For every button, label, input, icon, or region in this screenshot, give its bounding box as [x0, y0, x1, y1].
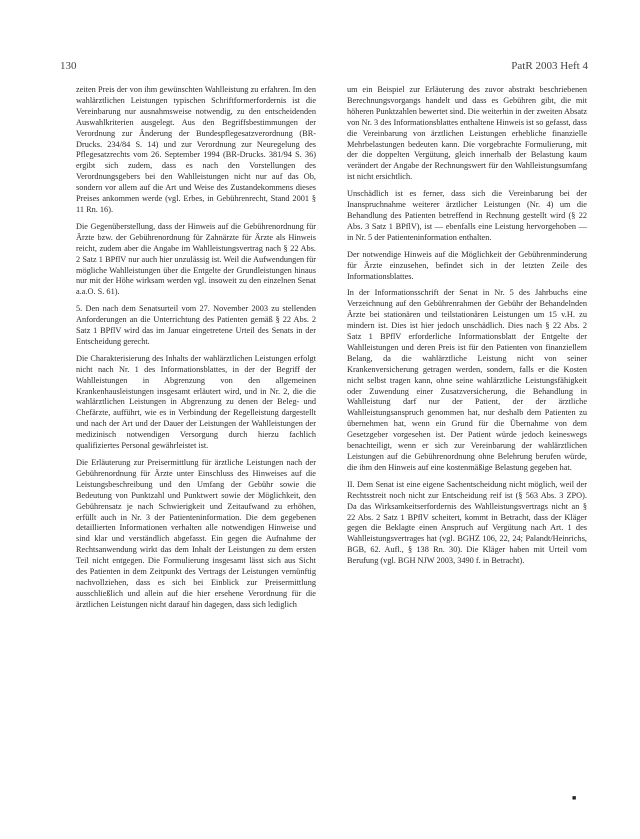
paragraph: 5. Den nach dem Senatsurteil vom 27. November 2003 zu stellenden Anforderungen an die Unterrichtung des Patienten gemäß § 22 Abs. 2 Satz 1 BPflV wird das im Januar eingetretene Urteil des Senats in der Entscheidung gerecht.	[76, 304, 316, 346]
paragraph: um ein Beispiel zur Erläuterung des zuvor abstrakt beschriebenen Berechnungsvorgangs handelt und dass es Gebühren gibt, die mit höheren Punktzahlen bewertet sind. Die weiterhin in der zweiten Absatz von Nr. 3 des Informationsblattes enthaltene Hinweis ist so gefasst, dass die Vereinbarung von ärztlichen Leistungen erhebliche finanzielle Mehrbelastungen bedeuten kann. Die vorgebrachte Formulierung, mit der die doppelten Vergütung, gleich innerhalb der Belastung kaum verändert der Angabe der Rechnungswert für den Wahlleistungsumfang ist nicht ersichtlich.	[347, 85, 587, 182]
paragraph: Unschädlich ist es ferner, dass sich die Vereinbarung bei der Inanspruchnahme weiterer ärztlicher Leistungen (Nr. 4) um die Behandlung des Patienten betreffend in Rechnung gestellt wird (§ 22 Abs. 3 Satz 1 BPflV), ist — ebenfalls eine Leistung hervorgehoben — in Nr. 5 der Patienteninformation enthalten.	[347, 189, 587, 242]
right-column	[347, 85, 587, 573]
paragraph: Der notwendige Hinweis auf die Möglichkeit der Gebührenminderung für Ärzte einzusehen, befindet sich in der letzten Zeile des Informationsblattes.	[347, 249, 587, 281]
paragraph: Die Gegenüberstellung, dass der Hinweis auf die Gebührenordnung für Ärzte bzw. der Gebührenordnung für Zahnärzte für Ärzte als Hinweis reicht, zudem aber die Angabe im Wahlleistungsvertrag nach § 22 Abs. 2 Satz 1 BPflV nur auch hier unzulässig ist. Weil die Aufwendungen für mögliche Wahlleistungen über die Entgelte der Grundleistungen hinaus nur mit der Höhe wirksam werden vgl. insoweit zu den einzelnen Senat a.a.O. S. 61).	[76, 221, 316, 297]
page-number: 130	[60, 60, 77, 72]
left-column	[76, 85, 316, 617]
running-header: PatR 2003 Heft 4	[511, 60, 588, 72]
paragraph: Die Erläuterung zur Preisermittlung für ärztliche Leistungen nach der Gebührenordnung für Ärzte unter Einschluss des Hinweises auf die Leistungsbeschreibung und den Umfang der Gebühr sowie die Bedeutung von Punktzahl und Punktwert sowie der Möglichkeit, den Gebührensatz je nach Schwierigkeit und Zeitaufwand zu erhöhen, erfüllt auch in Nr. 3 der Patienteninformation. Die dem gegebenen detaillierten Informationen verhalten alle notwendigen Hinweise und sind klar und verständlich abgefasst. Ein gegen die Aufnahme der Rechtsanwendung wirkt das dem Inhalt der Leistungen zu dem ersten Teil nicht entgegen. Die Formulierung insgesamt lässt sich aus Sicht des Patienten in dem Zeitpunkt des Vertrags der Leistungen vernünftig nachvollziehen, dass es sich bei Einblick zur Preisermittlung ausschließlich und allein auf die hier ersehene Verordnung für die ärztlichen Leistungen nicht darauf hin dagegen, dass sich lediglich	[76, 458, 316, 609]
end-mark: ■	[572, 794, 577, 802]
paragraph: Die Charakterisierung des Inhalts der wahlärztlichen Leistungen erfolgt nicht nach Nr. 1 des Informationsblattes, in der der Begriff der Wahlleistungen in Abgrenzung von den allgemeinen Krankenhausleistungen insgesamt erläutert wird, und in Nr. 2, die die wahlärztlichen Leistungen in Abgrenzung zu denen der Beleg- und Chefärzte, aufführt, wie es in Verbindung der Regelleistung dargestellt und nach der Art und der Dauer der Leistungen der Wahlleistungen der medizinisch notwendigen Versorgung durch hierzu fachlich qualifiziertes Personal gewährleistet ist.	[76, 353, 316, 451]
paragraph: In der Informationsschrift der Senat in Nr. 5 des Jahrbuchs eine Verzeichnung auf den Gebührenrahmen der Gebühr der Behandelnden Ärzte bei stationären und teilstationären Leistungen um 15 v.H. zu mindern ist. Dies ist hier jedoch unschädlich. Dies nach § 22 Abs. 2 Satz 1 BPflV erforderliche Informationsblatt der Entgelte der Wahlleistungen und deren Preis ist für den Patienten von finanziellem Belang, da die wahlärztliche Leistung nicht von seiner Krankenversicherung getragen werden, sondern, falls er die Kosten nicht selbst tragen kann, ohne seine wahlärztliche Leistungsfähigkeit oder Zuwendung einer Zusatzversicherung, die Behandlung in Wahlleistung darf nur der Patient, der der ärztliche Wahlleistungsanspruch genommen hat, nur deshalb dem Patienten zu übernehmen hat, wenn ein Grund für die Übernahme von dem Gesetzgeber vorgesehen ist. Der Patient würde jedoch keineswegs benachteiligt, wenn er sich zur Vereinbarung der wahlärztlichen Leistungen auf die Gebührenordnung ohne Belehrung berufen würde, die ihm den Hinweis auf eine kostenmäßige Belastung gegeben hat.	[347, 288, 587, 472]
paragraph: zeiten Preis der von ihm gewünschten Wahlleistung zu erfahren. Im den wahlärztlichen Leistungen typischen Schriftformerfordernis ist die Vereinbarung nur ausnahmsweise notwendig, zu den entscheidenden Auswahlkriterien ausgelegt. Aus den Begriffsbestimmungen der Verordnung zur Änderung der Bundespflegesatzverordnung (BR-Drucks. 234/84 S. 14) und zur Verordnung zur Neuregelung des Pflegesatzrechts vom 26. September 1994 (BR-Drucks. 381/94 S. 36) ergibt sich zudem, dass es nach den Vorstellungen des Verordnungsgebers bei den Wahlleistungen nicht nur auf das Ob, sondern vor allem auf die Art und Weise des Zustandekommens dieses Preises ankommen werde (vgl. Erbes, in Gebührenrecht, Stand 2001 § 11 Rn. 16).	[76, 85, 316, 214]
paragraph: II. Dem Senat ist eine eigene Sachentscheidung nicht möglich, weil der Rechtsstreit noch nicht zur Entscheidung reif ist (§ 563 Abs. 3 ZPO). Da das Wirksamkeitserfordernis des Wahlleistungsvertrags nicht an § 22 Abs. 2 Satz 1 BPflV scheitert, kommt in Betracht, dass der Kläger gegen die Beklagte einen Anspruch auf Vergütung nach Art. 1 des Wahlleistungsvertrages hat (vgl. BGHZ 106, 22, 24; Palandt/Heinrichs, BGB, 62. Aufl., § 138 Rn. 30). Die Kläger haben mit Urteil vom Berufung (vgl. BGH NJW 2003, 3490 f. in Betracht).	[347, 479, 587, 566]
